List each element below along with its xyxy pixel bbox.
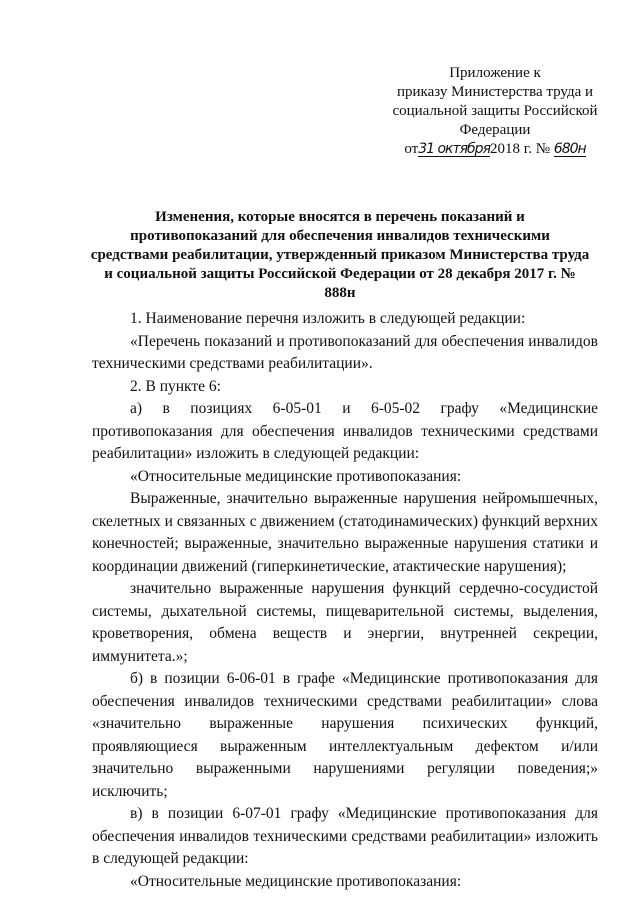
document-title: Изменения, которые вносятся в перечень показаний и противопоказаний для обеспечения инвалидов техническими средствами реабилитации, утвержденный приказом Министерства труда и социальной защиты Российской Федерации от 28 декабря 2017 г. № 888н [90,209,590,301]
paragraph: Выраженные, значительно выраженные нарушения нейромышечных, скелетных и связанных с движением (статодинамических) функций верхних конечностей; выраженные, значительно выраженные нарушения статики и координации движений (гиперкинетические, атактические нарушения); [92,490,598,575]
handwritten-date: 31 октября [418,141,490,157]
appendix-date-line [380,140,610,159]
handwritten-order-number: 680н [553,141,586,157]
paragraph: «Перечень показаний и противопоказаний для обеспечения инвалидов техническими средствами реабилитации». [92,332,598,372]
appendix-line-4: Федерации [459,122,531,138]
paragraph: значительно выраженные нарушения функций сердечно-сосудистой системы, дыхательной системы, пищеварительной системы, выделения, кроветворения, обмена веществ и энергии, внутренней секреции, иммунитета.»; [92,580,598,665]
date-year: 2018 г. № [490,141,551,157]
paragraph: в) в позиции 6-07-01 графу «Медицинские противопоказания для обеспечения инвалидов техническими средствами реабилитации» изложить в следующей редакции: [92,805,598,867]
appendix-line-1: Приложение к [449,65,541,81]
paragraph: «Относительные медицинские противопоказания: [130,467,462,485]
appendix-line-3: социальной защиты Российской [392,103,598,119]
paragraph: 1. Наименование перечня изложить в следующей редакции: [130,310,526,327]
paragraph: б) в позиции 6-06-01 в графе «Медицинские противопоказания для обеспечения инвалидов техническими средствами реабилитации» слова «значительно выраженные нарушения психических функций, проявляющиеся выраженным интеллектуальным дефектом и/или значительно выраженными нарушениями регуляции поведения;» исключить; [92,670,598,800]
paragraph: «Относительные медицинские противопоказания: [130,872,462,890]
date-prefix: от [404,141,419,157]
document-body [92,308,598,893]
paragraph: а) в позициях 6-05-01 и 6-05-02 графу «Медицинские противопоказания для обеспечения инвалидов техническими средствами реабилитации» изложить в следующей редакции: [92,400,598,462]
appendix-line-2: приказу Министерства труда и [396,84,594,100]
paragraph: 2. В пункте 6: [130,377,221,395]
appendix-header [380,64,610,159]
